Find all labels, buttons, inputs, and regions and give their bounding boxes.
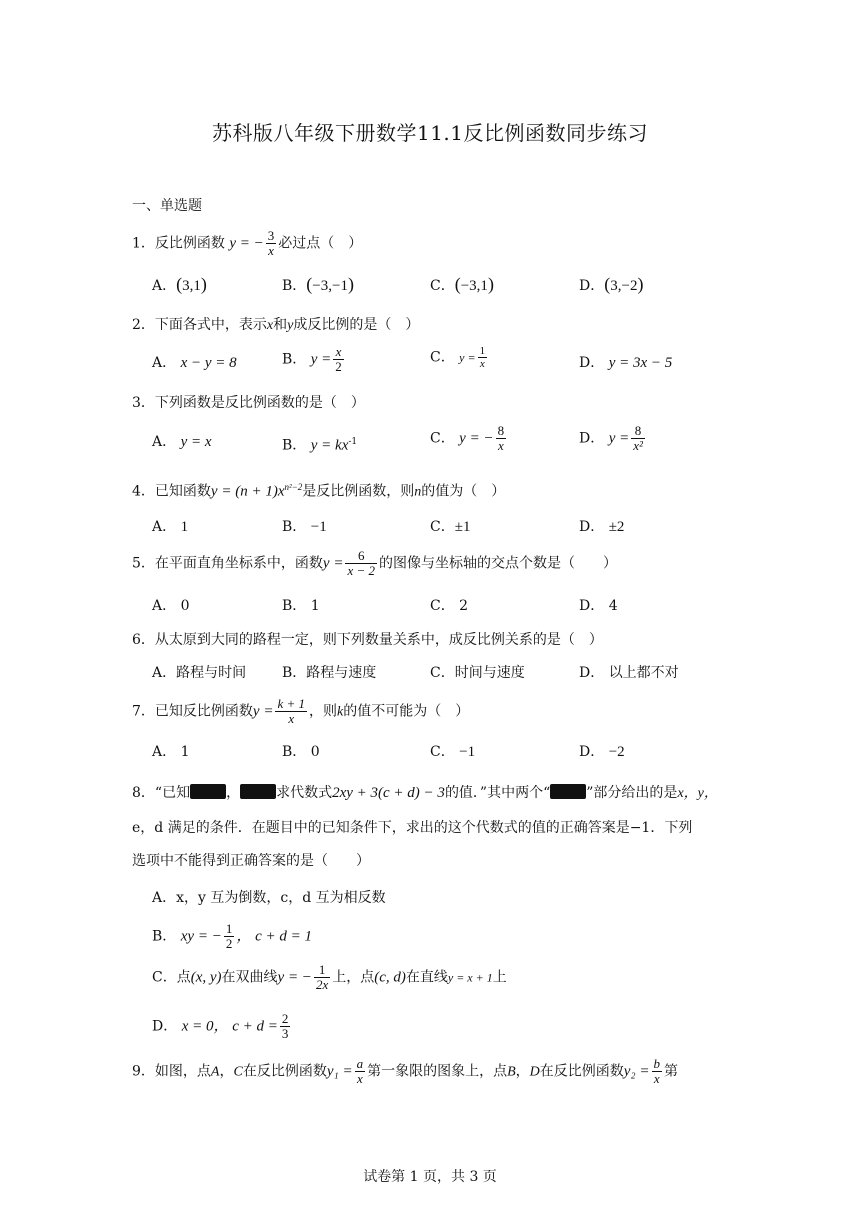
q8-option-b: B． xy = − $\frac{1}{2}$ ， c + d = 1 (152, 921, 312, 951)
q2-option-a: A． x − y = 8 (152, 355, 237, 371)
q2-option-b: B． y = $\frac{x}{2}$ (282, 344, 342, 374)
q1-option-b: B．(−3,−1) (282, 274, 354, 294)
q7-option-b: B． 0 (282, 744, 320, 760)
q4-option-a: A． 1 (152, 519, 189, 535)
question-4: 4．已知函数$y = (n + 1)x^{n^2-2}$是反比例函数，则n的值为（ ） (132, 482, 506, 500)
q7-option-c: C． −1 (430, 744, 476, 760)
question-2: 2．下面各式中，表示x和y成反比例的是（ ） (132, 317, 420, 333)
q2-option-d: D． y = 3x − 5 (579, 355, 673, 371)
question-8: 8．“已知 ， 求代数式2xy + 3(c + d) − 3的值．”其中两个“ ”部分给出的是x，y， (132, 785, 718, 801)
q1-option-d: D．(3,−2) (579, 274, 644, 294)
q4-option-c: C．±1 (430, 519, 471, 535)
q5-option-b: B． 1 (282, 598, 320, 614)
q5-option-d: D． 4 (579, 598, 618, 614)
question-3: 3．下列函数是反比例函数的是（ ） (132, 395, 365, 411)
q7-option-d: D． −2 (579, 744, 625, 760)
q6-option-d: D． 以上都不对 (579, 665, 679, 681)
q8-option-a: A．x，y 互为倒数，c，d 互为相反数 (152, 890, 386, 906)
question-1: 1．反比例函数 y = − $\frac{3}{x}$ 必过点（ ） (132, 228, 363, 258)
question-5: 5．在平面直角坐标系中，函数y = $\frac{6}{x - 2}$ 的图像与坐标轴的交点个数是（ ） (132, 548, 617, 578)
q6-option-c: C．时间与速度 (430, 665, 525, 681)
q8-option-c: C．点(x, y)在双曲线y = − $\frac{1}{2x}$ 上，点(c, d)在直线y = x + 1上 (152, 962, 507, 992)
q1-option-c: C．(−3,1) (430, 274, 494, 294)
question-8-line-2: e，d 满足的条件．在题目中的已知条件下，求出的这个代数式的值的正确答案是−1．下列 (132, 820, 693, 836)
page-title: 苏科版八年级下册数学11.1反比例函数同步练习 (211, 121, 649, 145)
q1-option-a: A．(3,1) (152, 274, 207, 294)
q3-option-d: D． y = $\frac{8}{\text{x²}}$ (579, 423, 643, 453)
question-9: 9．如图，点A，C在反比例函数y₁ = $\frac{a}{x}$ 第一象限的图象上，点B，D在反比例函数y₂ = $\frac{b}{x}$ 第 (132, 1056, 679, 1086)
q3-option-b: B． $y = kx^{-1}$ (282, 437, 358, 454)
q6-option-b: B．路程与速度 (282, 665, 377, 681)
q4-option-b: B． −1 (282, 519, 327, 535)
q4-option-d: D． ±2 (579, 519, 625, 535)
question-8-line-3: 选项中不能得到正确答案的是（ ） (132, 853, 370, 869)
q2-option-c: C． y = $\frac{1}{x}$ (430, 345, 486, 370)
q3-option-c: C． y = − $\frac{8}{x}$ (430, 423, 505, 453)
page-footer: 试卷第 1 页，共 3 页 (363, 1169, 497, 1185)
q6-option-a: A．路程与时间 (152, 665, 247, 681)
q8-option-d: D． x = 0， c + d = $\frac{2}{3}$ (152, 1011, 289, 1041)
redacted-block (240, 784, 276, 799)
q5-option-a: A． 0 (152, 598, 190, 614)
q3-option-a: A． y = x (152, 434, 212, 450)
redacted-block (190, 784, 226, 799)
question-7: 7．已知反比例函数y = $\frac{k + 1}{x}$ ，则k的值不可能为（ ） (132, 696, 470, 726)
redacted-block (550, 784, 586, 799)
q7-option-a: A． 1 (152, 744, 190, 760)
question-6: 6．从太原到大同的路程一定，则下列数量关系中，成反比例关系的是（ ） (132, 632, 603, 648)
section-heading: 一、单选题 (132, 198, 202, 214)
q5-option-c: C． 2 (430, 598, 469, 614)
